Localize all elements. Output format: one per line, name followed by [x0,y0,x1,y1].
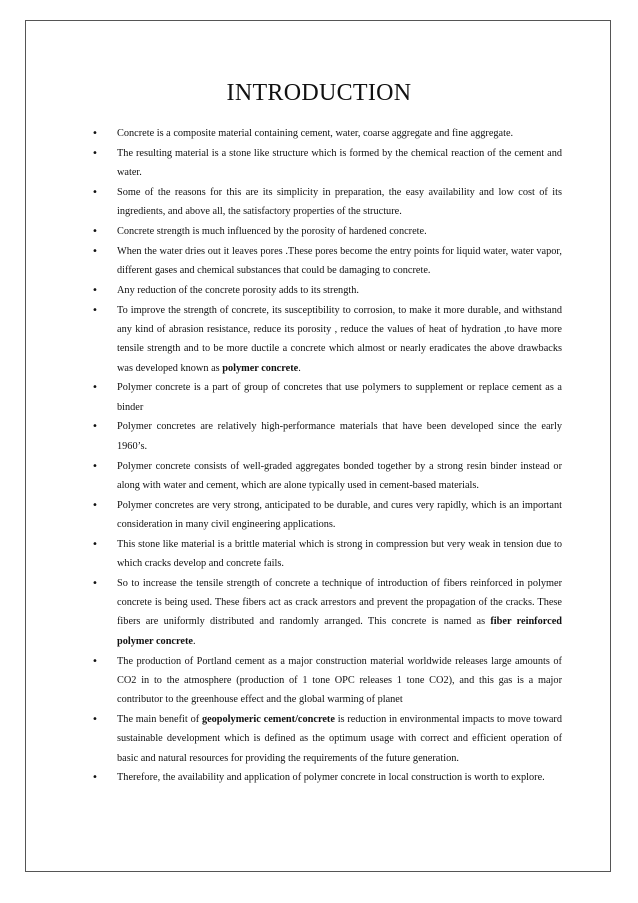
bullet-item [92,535,562,574]
bullet-item [92,417,562,456]
bold-term: geopolymeric cement/concrete [201,713,335,725]
bullet-text: Therefore, the availability and application of polymer concrete in local construction is worth to explore. [117,772,545,784]
bullet-item [92,242,562,281]
bullet-text: . [298,362,301,374]
bullet-item [92,183,562,222]
bullet-item [92,457,562,496]
bullet-text: The resulting material is a stone like structure which is formed by the chemical reaction of the cement and water. [117,147,562,179]
bullet-item [92,124,562,143]
bullet-text: So to increase the tensile strength of concrete a technique of introduction of fibers reinforced in polymer concrete is being used. These fibers act as crack arrestors and prevent the propagation of the cracks. These fibers are uniformly distributed and randomly arranged. This concrete is named as [117,577,562,628]
bold-term: polymer concrete [222,362,299,374]
bullet-text: This stone like material is a brittle material which is strong in compression but very weak in tension due to which cracks develop and concrete fails. [117,538,562,570]
bullet-text: Concrete strength is much influenced by the porosity of hardened concrete. [117,225,427,237]
bullet-item [92,652,562,710]
bullet-item [92,222,562,241]
bullet-text: is reduction in environmental impacts to move toward sustainable development which is defined as the optimum usage with correct and efficient operation of basic and natural resources for providing the requirements of the future generation. [117,713,562,764]
page-title: INTRODUCTION [226,80,412,106]
bullet-list [92,124,562,788]
bullet-item [92,710,562,768]
bullet-text: The main benefit of [117,713,202,725]
bullet-item [92,281,562,300]
bullet-text: Polymer concretes are very strong, anticipated to be durable, and cures very rapidly, which is an important consideration in many civil engineering applications. [117,499,562,530]
bullet-text: Polymer concrete is a part of group of concretes that use polymers to supplement or replace cement as a binder [117,382,562,413]
bullet-text: Polymer concretes are relatively high-performance materials that have been developed since the early 1960’s. [117,421,562,452]
bullet-text: Polymer concrete consists of well-graded aggregates bonded together by a strong resin binder instead or along with water and cement, which are alone typically used in cement-based materials. [117,460,562,491]
bullet-text: Concrete is a composite material containing cement, water, coarse aggregate and fine aggregate. [117,128,514,139]
bullet-item [92,496,562,535]
bullet-text: Some of the reasons for this are its simplicity in preparation, the easy availability and low cost of its ingredients, and above all, the satisfactory properties of the structure. [117,186,562,218]
bullet-item [92,574,562,651]
bullet-item [92,301,562,378]
bullet-item [92,378,562,417]
bullet-text: The production of Portland cement as a major construction material worldwide releases large amounts of CO2 in to the atmosphere (production of 1 tone OPC releases 1 tone CO2), and this gas is a major contributor to the greenhouse effect and the global warming of planet [117,655,562,706]
bullet-text: Any reduction of the concrete porosity adds to its strength. [117,284,359,296]
bullet-item [92,144,562,183]
bullet-text: To improve the strength of concrete, its susceptibility to corrosion, to make it more durable, and withstand any kind of abrasion resistance, reduce its porosity , reduce the values of heat of hydration ,to have more tensile strength and to be more ductile a concrete which almost or nearly eradicates the above drawbacks was developed known as [117,304,562,374]
bold-term: fiber reinforced polymer concrete [117,616,562,647]
bullet-item [92,768,562,787]
bullet-text: When the water dries out it leaves pores .These pores become the entry points for liquid water, water vapor, different gases and chemical substances that could be damaging to concrete. [117,245,562,277]
bullet-text: . [192,635,196,647]
